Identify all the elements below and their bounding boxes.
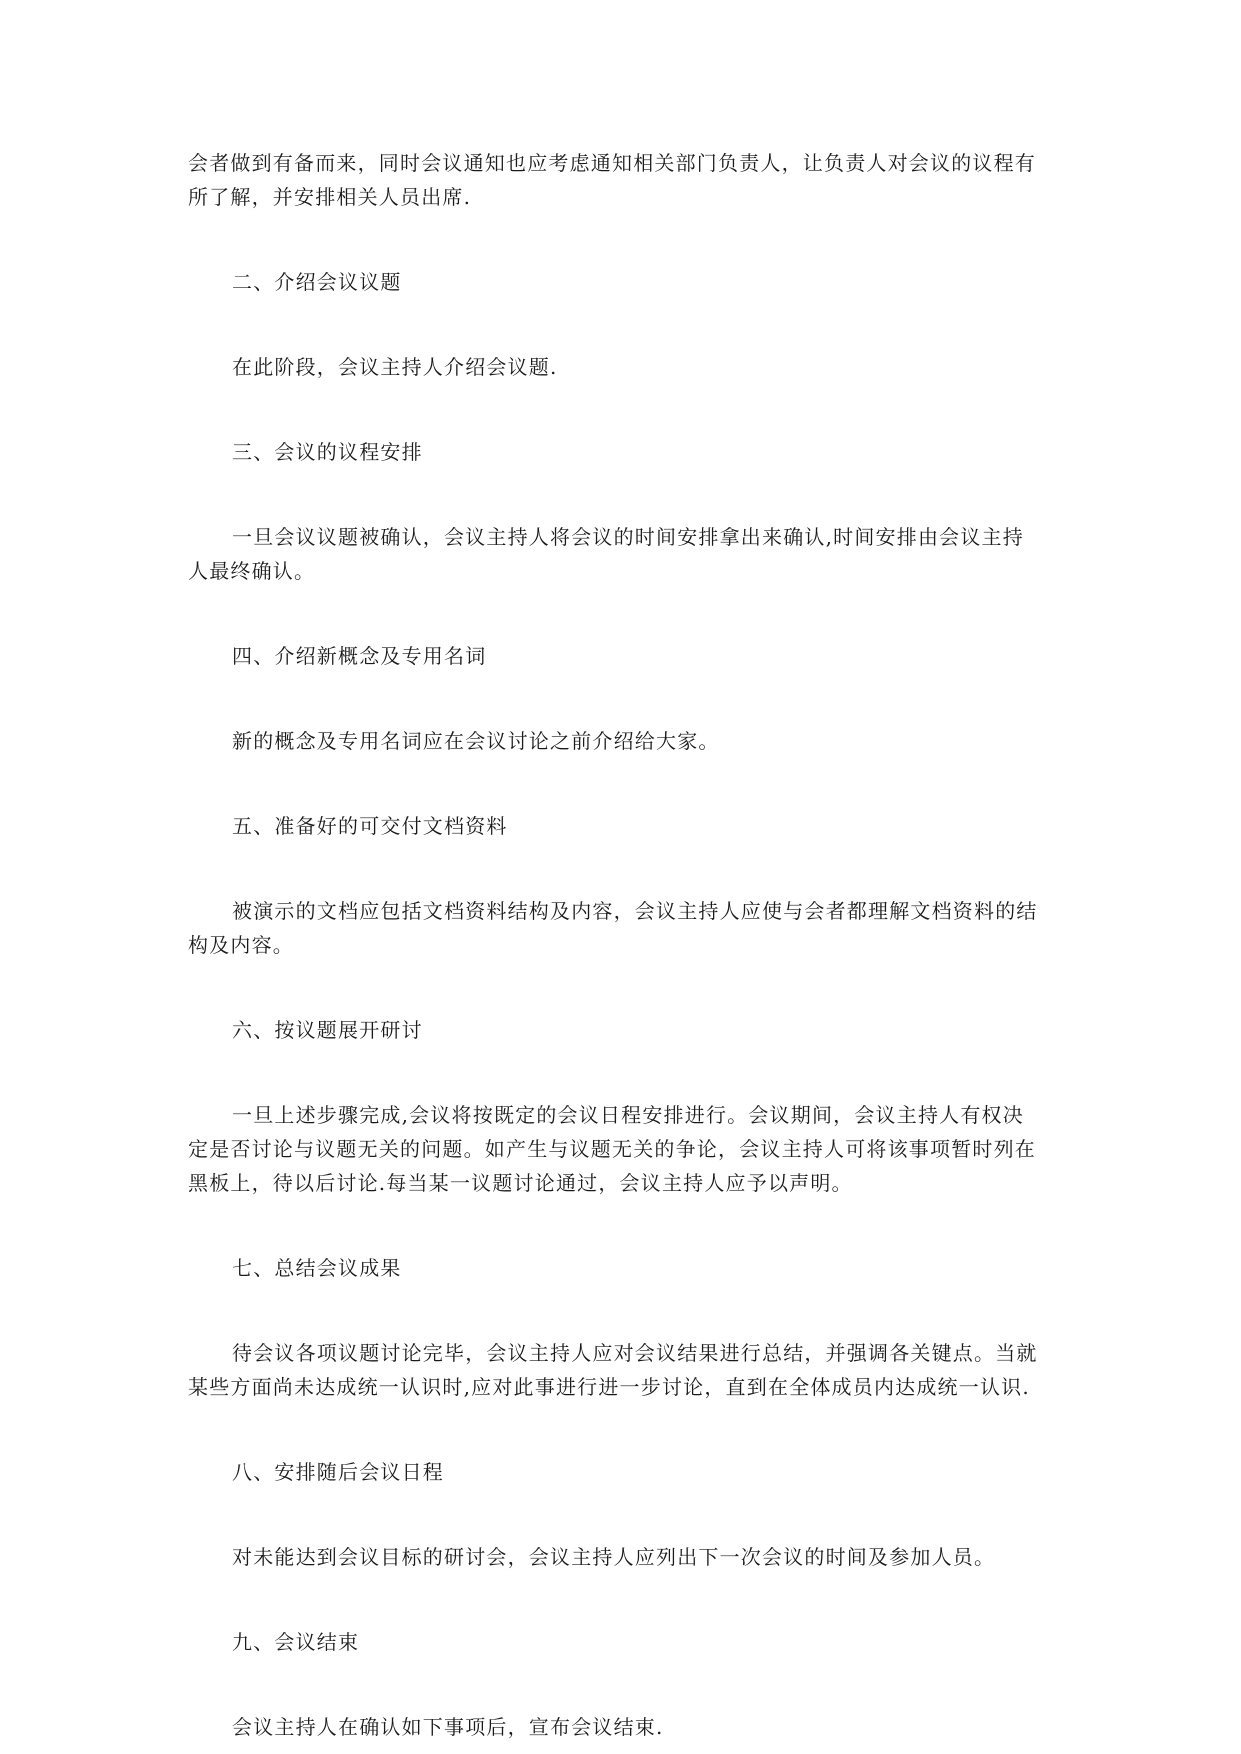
- paragraph-spacing: [188, 673, 1055, 724]
- paragraph-line: 所了解，并安排相关人员出席.: [188, 185, 472, 209]
- heading-text: 六、按议题展开研讨: [232, 1018, 423, 1042]
- paragraph-line: 对未能达到会议目标的研讨会，会议主持人应列出下一次会议的时间及参加人员。: [232, 1545, 996, 1569]
- body-paragraph: [188, 146, 1055, 214]
- section-heading: [188, 1251, 1055, 1285]
- body-paragraph: [188, 894, 1055, 962]
- paragraph-spacing: [188, 214, 1055, 265]
- paragraph-spacing: [188, 469, 1055, 520]
- section-heading: [188, 1455, 1055, 1489]
- paragraph-spacing: [188, 1200, 1055, 1251]
- paragraph-line: 会议主持人在确认如下事项后，宣布会议结束.: [232, 1715, 664, 1739]
- paragraph-spacing: [188, 1404, 1055, 1455]
- body-paragraph: [188, 1540, 1055, 1574]
- paragraph-spacing: [188, 1285, 1055, 1336]
- body-paragraph: [188, 1710, 1055, 1744]
- paragraph-line: 在此阶段，会议主持人介绍会议题.: [232, 355, 558, 379]
- paragraph-spacing: [188, 588, 1055, 639]
- paragraph-spacing: [188, 843, 1055, 894]
- heading-text: 八、安排随后会议日程: [232, 1460, 444, 1484]
- paragraph-spacing: [188, 962, 1055, 1013]
- section-heading: [188, 1625, 1055, 1659]
- section-heading: [188, 1013, 1055, 1047]
- heading-text: 五、准备好的可交付文档资料: [232, 814, 508, 838]
- paragraph-line: 一旦上述步骤完成,会议将按既定的会议日程安排进行。会议期间，会议主持人有权决: [232, 1103, 1024, 1127]
- paragraph-spacing: [188, 299, 1055, 350]
- paragraph-spacing: [188, 758, 1055, 809]
- heading-text: 三、会议的议程安排: [232, 440, 423, 464]
- paragraph-line: 定是否讨论与议题无关的问题。如产生与议题无关的争论，会议主持人可将该事项暂时列在: [188, 1137, 1036, 1161]
- paragraph-line: 某些方面尚未达成统一认识时,应对此事进行进一步讨论，直到在全体成员内达成统一认识.: [188, 1375, 1030, 1399]
- paragraph-line: 人最终确认。: [188, 559, 316, 583]
- document-body: [188, 146, 1055, 1744]
- paragraph-spacing: [188, 1047, 1055, 1098]
- paragraph-spacing: [188, 1574, 1055, 1625]
- paragraph-line: 被演示的文档应包括文档资料结构及内容，会议主持人应使与会者都理解文档资料的结: [232, 899, 1038, 923]
- section-heading: [188, 809, 1055, 843]
- paragraph-line: 一旦会议议题被确认，会议主持人将会议的时间安排拿出来确认,时间安排由会议主持: [232, 525, 1024, 549]
- section-heading: [188, 435, 1055, 469]
- paragraph-line: 会者做到有备而来，同时会议通知也应考虑通知相关部门负责人，让负责人对会议的议程有: [188, 151, 1036, 175]
- paragraph-line: 构及内容。: [188, 933, 294, 957]
- body-paragraph: [188, 520, 1055, 588]
- paragraph-line: 待会议各项议题讨论完毕，会议主持人应对会议结果进行总结，并强调各关键点。当就: [232, 1341, 1038, 1365]
- paragraph-spacing: [188, 1489, 1055, 1540]
- section-heading: [188, 265, 1055, 299]
- heading-text: 九、会议结束: [232, 1630, 360, 1654]
- heading-text: 二、介绍会议议题: [232, 270, 402, 294]
- body-paragraph: [188, 1336, 1055, 1404]
- paragraph-spacing: [188, 1659, 1055, 1710]
- paragraph-line: 新的概念及专用名词应在会议讨论之前介绍给大家。: [232, 729, 720, 753]
- section-heading: [188, 639, 1055, 673]
- body-paragraph: [188, 350, 1055, 384]
- body-paragraph: [188, 1098, 1055, 1200]
- body-paragraph: [188, 724, 1055, 758]
- paragraph-spacing: [188, 384, 1055, 435]
- heading-text: 七、总结会议成果: [232, 1256, 402, 1280]
- heading-text: 四、介绍新概念及专用名词: [232, 644, 487, 668]
- paragraph-line: 黑板上，待以后讨论.每当某一议题讨论通过，会议主持人应予以声明。: [188, 1171, 853, 1195]
